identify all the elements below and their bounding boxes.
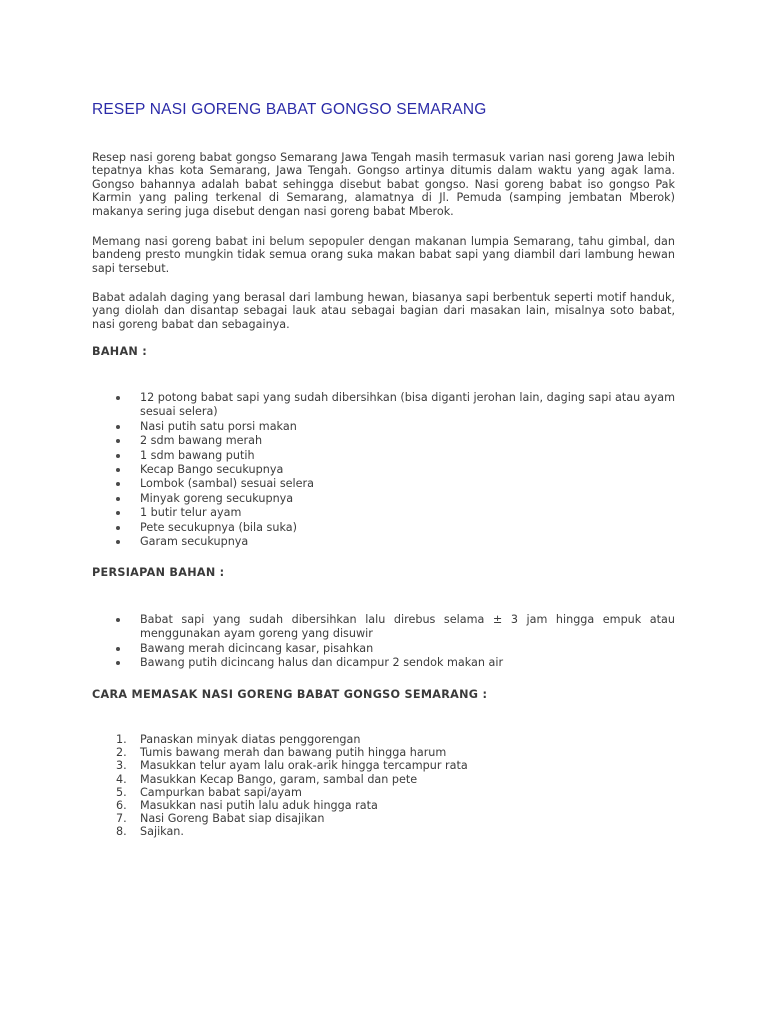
step-number: 1. [116, 733, 127, 746]
bullet-icon [116, 526, 120, 530]
list-item [92, 477, 675, 491]
list-item-text: Babat sapi yang sudah dibersihkan lalu direbus selama ± 3 jam hingga empuk atau menggunakan ayam goreng yang disuwir [140, 613, 675, 641]
step-item [92, 746, 675, 759]
bullet-icon [116, 439, 120, 443]
step-number: 2. [116, 746, 127, 760]
bullet-icon [116, 647, 120, 651]
list-item-text: Bawang putih dicincang halus dan dicampur 2 sendok makan air [140, 656, 504, 670]
step-item [92, 825, 675, 838]
page-title: RESEP NASI GORENG BABAT GONGSO SEMARANG [92, 101, 487, 118]
list-item-text: Pete secukupnya (bila suka) [140, 520, 297, 534]
bullet-icon [116, 396, 120, 400]
list-item-text: 2 sdm bawang merah [140, 434, 263, 448]
step-number: 5. [116, 785, 127, 799]
list-item [92, 434, 675, 448]
step-item [92, 733, 675, 746]
list-item [92, 391, 675, 420]
step-text: Masukkan telur ayam lalu orak-arik hingga tercampur rata [140, 759, 468, 773]
step-item [92, 786, 675, 799]
list-item-text: 12 potong babat sapi yang sudah dibersihkan (bisa diganti jerohan lain, daging sapi atau ayam sesuai selera) [140, 391, 675, 419]
step-item [92, 759, 675, 772]
step-text: Panaskan minyak diatas penggorengan [140, 733, 361, 746]
bullet-icon [116, 482, 120, 486]
list-item [92, 656, 675, 670]
list-item-text: Lombok (sambal) sesuai selera [140, 477, 315, 491]
cara-steps-list [92, 733, 675, 839]
persiapan-list [92, 613, 675, 671]
list-item [92, 642, 675, 656]
list-item-text: Garam secukupnya [140, 535, 249, 549]
bullet-icon [116, 497, 120, 501]
bullet-icon [116, 454, 120, 458]
bahan-heading: BAHAN : [92, 345, 148, 358]
list-item [92, 463, 675, 477]
list-item [92, 506, 675, 520]
step-text: Masukkan Kecap Bango, garam, sambal dan pete [140, 772, 418, 786]
babat-definition-paragraph: Babat adalah daging yang berasal dari lambung hewan, biasanya sapi berbentuk seperti motif handuk, yang diolah dan disantap sebagai lauk atau sebagai bagian dari masakan lain, misalnya soto babat, nasi goreng babat dan sebagainya. [92, 291, 675, 331]
step-item [92, 773, 675, 786]
step-text: Nasi Goreng Babat siap disajikan [140, 812, 325, 826]
step-item [92, 812, 675, 825]
step-text: Campurkan babat sapi/ayam [140, 785, 302, 799]
step-number: 8. [116, 825, 127, 839]
step-text: Tumis bawang merah dan bawang putih hingga harum [140, 746, 447, 760]
bullet-icon [116, 511, 120, 515]
list-item [92, 492, 675, 506]
bullet-icon [116, 468, 120, 472]
step-number: 7. [116, 812, 127, 826]
bullet-icon [116, 661, 120, 665]
list-item [92, 420, 675, 434]
bullet-icon [116, 425, 120, 429]
comparison-paragraph: Memang nasi goreng babat ini belum sepopuler dengan makanan lumpia Semarang, tahu gimbal, dan bandeng presto mungkin tidak semua orang suka makan babat sapi yang diambil dari lambung hewan sapi tersebut. [92, 235, 675, 275]
list-item-text: 1 butir telur ayam [140, 506, 242, 520]
step-item [92, 799, 675, 812]
step-text: Masukkan nasi putih lalu aduk hingga rata [140, 799, 378, 813]
step-number: 4. [116, 772, 127, 786]
list-item [92, 521, 675, 535]
list-item [92, 449, 675, 463]
cara-heading: CARA MEMASAK NASI GORENG BABAT GONGSO SEMARANG : [92, 688, 488, 701]
list-item [92, 535, 675, 549]
bullet-icon [116, 540, 120, 544]
list-item-text: Minyak goreng secukupnya [140, 491, 294, 505]
step-number: 3. [116, 759, 127, 773]
list-item-text: Nasi putih satu porsi makan [140, 419, 297, 433]
list-item-text: 1 sdm bawang putih [140, 448, 255, 462]
persiapan-heading: PERSIAPAN BAHAN : [92, 566, 225, 579]
step-text: Sajikan. [140, 825, 184, 839]
list-item-text: Bawang merah dicincang kasar, pisahkan [140, 641, 374, 655]
step-number: 6. [116, 799, 127, 813]
list-item [92, 613, 675, 642]
bullet-icon [116, 618, 120, 622]
intro-paragraph: Resep nasi goreng babat gongso Semarang Jawa Tengah masih termasuk varian nasi goreng Jawa lebih tepatnya khas kota Semarang, Jawa Tengah. Gongso artinya ditumis dalam waktu yang agak lama. Gongso bahannya adalah babat sehingga disebut babat gongso. Nasi goreng babat iso gongso Pak Karmin yang paling terkenal di Semarang, alamatnya di Jl. Pemuda (samping jembatan Mberok) makanya sering juga disebut dengan nasi goreng babat Mberok. [92, 151, 675, 218]
list-item-text: Kecap Bango secukupnya [140, 463, 284, 477]
bahan-list [92, 391, 675, 549]
